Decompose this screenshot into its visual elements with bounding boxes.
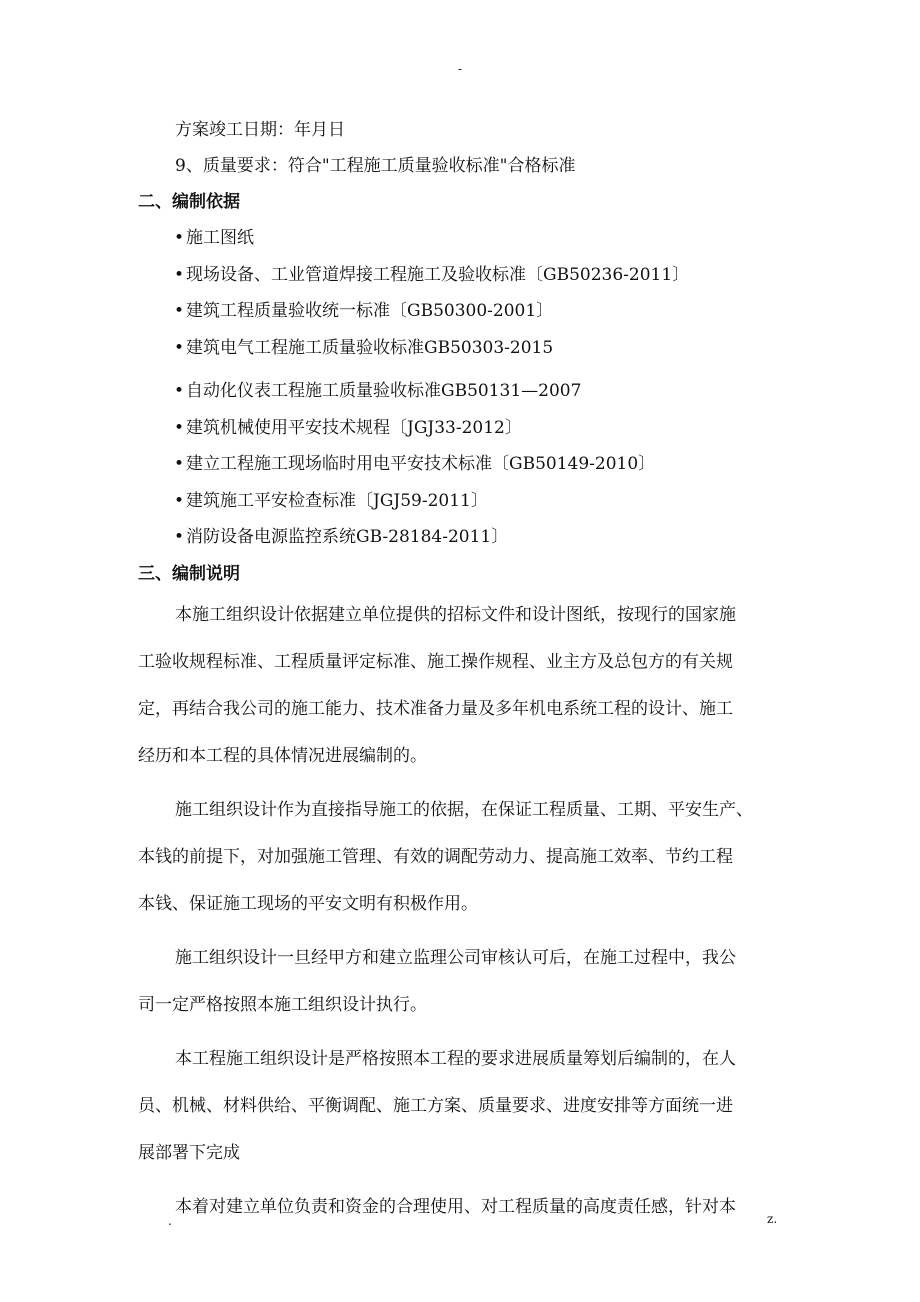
completion-date-line: 方案竣工日期：年月日	[175, 120, 345, 140]
bullet-icon: •	[174, 454, 185, 474]
page-footer-left: .	[168, 1214, 172, 1228]
reference-item: • 消防设备电源监控系统GB-28184-2011〕	[174, 519, 788, 556]
page-footer-right: z.	[767, 1212, 778, 1226]
bullet-icon: •	[174, 264, 185, 285]
paragraph: 施工组织设计一旦经甲方和建立监理公司审核认可后，在施工过程中，我公 司一定严格按照本施工组织设计执行。	[138, 947, 736, 1015]
bullet-icon: •	[174, 228, 185, 248]
bullet-icon: •	[174, 490, 185, 511]
bullet-icon: •	[174, 381, 185, 401]
bullet-icon: •	[174, 527, 185, 547]
reference-item: • 现场设备、工业管道焊接工程施工及验收标准〔GB50236-2011〕	[174, 257, 788, 294]
bullet-icon: •	[174, 417, 185, 438]
reference-item: • 建筑电气工程施工质量验收标准GB50303-2015	[174, 330, 788, 367]
page-header-mark: -	[457, 62, 463, 76]
bullet-icon: •	[174, 337, 185, 358]
paragraph: 施工组织设计作为直接指导施工的依据，在保证工程质量、工期、平安生产、 本钱的前提下，对加强施工管理、有效的调配劳动力、提高施工效率、节约工程 本钱、保证施工现场的平安文明有积极作用。	[138, 799, 753, 914]
bullet-icon: •	[174, 301, 185, 321]
paragraph: 本工程施工组织设计是严格按照本工程的要求进展质量筹划后编制的，在人 员、机械、材料供给、平衡调配、施工方案、质量要求、进度安排等方面统一进 展部署下完成	[138, 1048, 736, 1163]
reference-item: • 施工图纸	[174, 220, 788, 257]
quality-requirement-line: 9、质量要求：符合"工程施工质量验收标准"合格标准	[175, 156, 576, 176]
section-heading-explanation: 三、编制说明	[138, 563, 240, 584]
paragraph: 本着对建立单位负责和资金的合理使用、对工程质量的高度责任感，针对本	[175, 1196, 736, 1217]
reference-item: • 自动化仪表工程施工质量验收标准GB50131—2007	[174, 373, 788, 410]
reference-list	[138, 220, 788, 556]
section-heading-basis: 二、编制依据	[138, 192, 240, 212]
document-body	[138, 112, 788, 1231]
reference-item: • 建筑施工平安检查标准〔JGJ59-2011〕	[174, 483, 788, 520]
reference-item: • 建立工程施工现场临时用电平安技术标准〔GB50149-2010〕	[174, 446, 788, 483]
reference-item: • 建筑机械使用平安技术规程〔JGJ33-2012〕	[174, 410, 788, 447]
paragraph: 本施工组织设计依据建立单位提供的招标文件和设计图纸，按现行的国家施 工验收规程标准、工程质量评定标准、施工操作规程、业主方及总包方的有关规 定，再结合我公司的施工能力、技术准备力量及多年机电系统工程的设计、施工 经历和本工程的具体情况进展编制的。	[138, 604, 736, 766]
reference-item: • 建筑工程质量验收统一标准〔GB50300-2001〕	[174, 293, 788, 330]
